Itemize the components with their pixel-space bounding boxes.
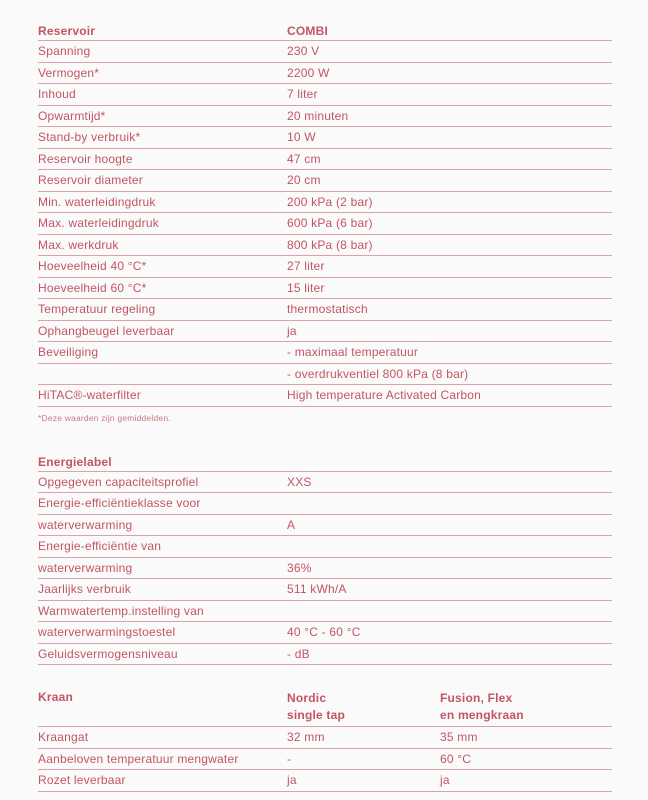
table-row — [38, 321, 612, 343]
row-label: Jaarlijks verbruik — [38, 582, 131, 597]
row-label: Geluidsvermogensniveau — [38, 646, 178, 661]
row-value: 27 liter — [287, 259, 325, 274]
row-value: 47 cm — [287, 151, 321, 166]
row-label: Aanbeloven temperatuur mengwater — [38, 751, 239, 766]
row-value-nordic: ja — [287, 773, 297, 788]
row-value-fusion: 35 mm — [440, 730, 478, 745]
row-label: Max. waterleidingdruk — [38, 216, 159, 231]
energy-table — [38, 453, 612, 666]
table-row — [38, 622, 612, 644]
row-value: 7 liter — [287, 87, 318, 102]
table-row — [38, 364, 612, 386]
energy-header-row — [38, 453, 612, 472]
section-title: Reservoir — [38, 24, 96, 38]
row-value: 800 kPa (8 bar) — [287, 237, 373, 252]
row-value: 200 kPa (2 bar) — [287, 194, 373, 209]
row-label: Kraangat — [38, 730, 89, 745]
row-label: Spanning — [38, 44, 91, 59]
row-value: - dB — [287, 646, 310, 661]
row-label: Reservoir diameter — [38, 173, 143, 188]
row-value-nordic: - — [287, 751, 292, 766]
reservoir-header-row — [38, 22, 612, 41]
table-row — [38, 192, 612, 214]
table-row — [38, 601, 612, 623]
row-label: Energie-efficiëntie van — [38, 539, 162, 554]
row-value-fusion: 60 °C — [440, 751, 472, 766]
table-row — [38, 278, 612, 300]
row-label: Hoeveelheid 40 °C* — [38, 259, 147, 274]
row-value: 36% — [287, 560, 312, 575]
column-header-fusion: Fusion, Flex en mengkraan — [440, 691, 524, 722]
table-row — [38, 63, 612, 85]
row-value: 230 V — [287, 44, 320, 59]
row-label: Vermogen* — [38, 65, 100, 80]
row-value-fusion: ja — [440, 773, 450, 788]
table-row — [38, 213, 612, 235]
row-label: Inhoud — [38, 87, 76, 102]
row-value: 40 °C - 60 °C — [287, 625, 361, 640]
row-label: Ophangbeugel leverbaar — [38, 323, 175, 338]
table-row — [38, 256, 612, 278]
row-label: Energie-efficiëntieklasse voor — [38, 496, 201, 511]
reservoir-table — [38, 22, 612, 423]
row-label: Reservoir hoogte — [38, 151, 133, 166]
table-row — [38, 235, 612, 257]
row-value: 10 W — [287, 130, 316, 145]
table-row — [38, 299, 612, 321]
table-row — [38, 170, 612, 192]
table-row — [38, 749, 612, 771]
column-header-nordic: Nordic single tap — [287, 691, 346, 722]
row-value: A — [287, 517, 296, 532]
row-value: High temperature Activated Carbon — [287, 388, 482, 403]
table-row — [38, 770, 612, 792]
row-value: 15 liter — [287, 280, 325, 295]
section-title: Energielabel — [38, 454, 112, 469]
table-row — [38, 515, 612, 537]
row-value: - overdrukventiel 800 kPa (8 bar) — [287, 366, 469, 381]
row-label: Max. werkdruk — [38, 237, 119, 252]
footnote: *Deze waarden zijn gemiddelden. — [38, 412, 171, 423]
row-value: 511 kWh/A — [287, 582, 347, 597]
row-label: waterverwarmingstoestel — [38, 625, 176, 640]
table-row — [38, 106, 612, 128]
row-label: Hoeveelheid 60 °C* — [38, 280, 147, 295]
row-value-nordic: 32 mm — [287, 730, 325, 745]
row-value: ja — [287, 323, 297, 338]
row-value: 20 minuten — [287, 108, 349, 123]
row-value: 2200 W — [287, 65, 330, 80]
row-label: Temperatuur regeling — [38, 302, 156, 317]
product-name: COMBI — [287, 24, 328, 38]
table-row — [38, 472, 612, 494]
row-label: HiTAC®-waterfilter — [38, 388, 141, 403]
table-row — [38, 727, 612, 749]
table-row — [38, 84, 612, 106]
row-value: 600 kPa (6 bar) — [287, 216, 373, 231]
row-label: Rozet leverbaar — [38, 773, 126, 788]
row-value: 20 cm — [287, 173, 321, 188]
row-label: Min. waterleidingdruk — [38, 194, 156, 209]
row-value: thermostatisch — [287, 302, 368, 317]
row-label: Opgegeven capaciteitsprofiel — [38, 474, 199, 489]
row-label: Opwarmtijd* — [38, 108, 106, 123]
row-value: XXS — [287, 474, 312, 489]
row-label: waterverwarming — [38, 560, 133, 575]
kraan-table — [38, 685, 612, 792]
table-row — [38, 493, 612, 515]
section-title: Kraan — [38, 690, 74, 704]
table-row — [38, 536, 612, 558]
table-row — [38, 558, 612, 580]
kraan-header-row — [38, 685, 612, 727]
row-label: Beveiliging — [38, 345, 99, 360]
table-row — [38, 644, 612, 666]
table-row — [38, 41, 612, 63]
row-label: waterverwarming — [38, 517, 133, 532]
table-row — [38, 127, 612, 149]
row-label: Warmwatertemp.instelling van — [38, 603, 204, 618]
table-row — [38, 342, 612, 364]
table-row — [38, 385, 612, 407]
table-row — [38, 579, 612, 601]
table-row — [38, 149, 612, 171]
row-label: Stand-by verbruik* — [38, 130, 141, 145]
row-value: - maximaal temperatuur — [287, 345, 419, 360]
